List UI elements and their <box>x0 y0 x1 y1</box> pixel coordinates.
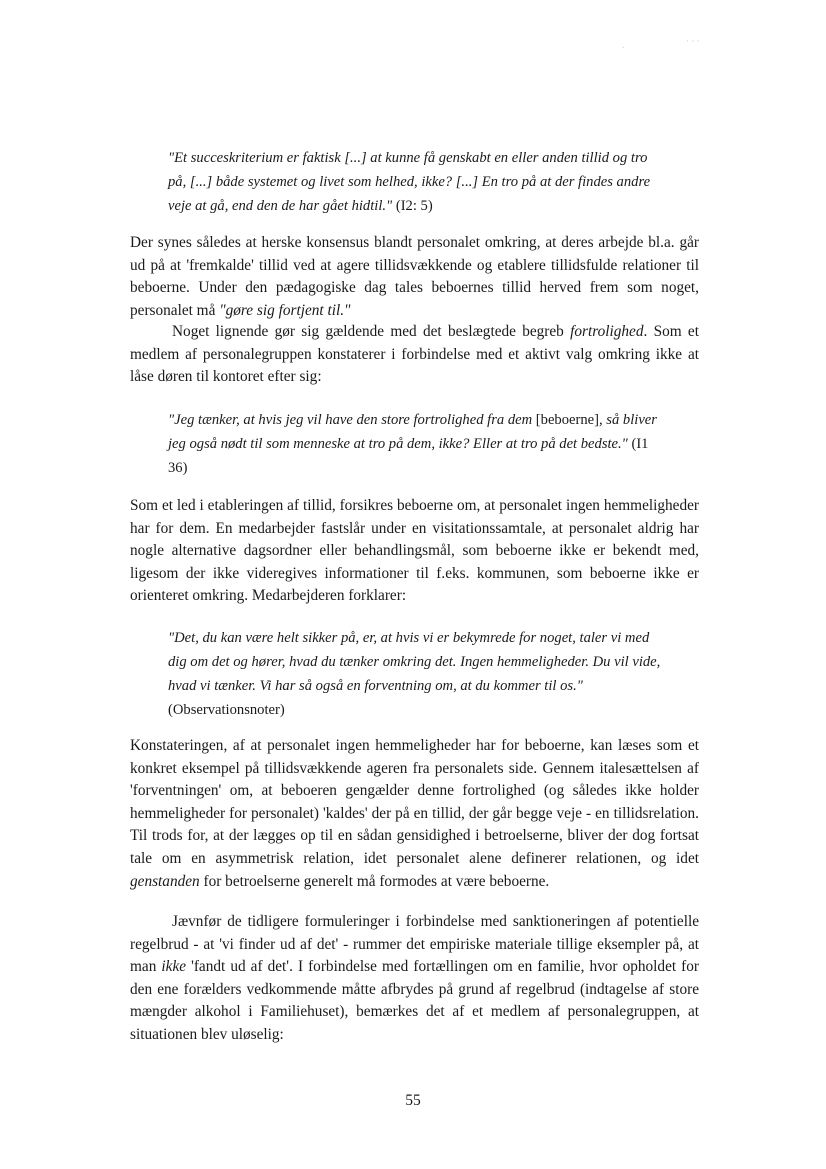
body-paragraph-5 <box>130 911 699 1047</box>
quote-reference: (Observationsnoter) <box>168 702 285 718</box>
page-number: 55 <box>405 1092 421 1109</box>
emphasis-text: genstanden <box>130 872 200 890</box>
body-paragraph-1 <box>130 232 699 322</box>
quote-bracket-insert: [beboerne] <box>535 412 599 428</box>
paragraph-text-continued: . Som et medlem af personalegruppen konstaterer i forbindelse med et aktivt valg omkring ikke at låse døren til kontoret efter sig: <box>130 323 699 386</box>
block-quote-1 <box>168 146 662 218</box>
paragraph-text-continued: 'fandt ud af det'. I forbindelse med fortællingen om en familie, hvor opholdet for den ene forælders vedkommende måtte afbrydes på grund af regelbrud (indtagelse af store mængder alkohol i Familiehuset), bemærkes det af et medlem af personalegruppen, at situationen blev uløselig: <box>130 958 699 1043</box>
quote-reference: (I2: 5) <box>392 198 433 214</box>
body-paragraph-4 <box>130 735 699 893</box>
emphasis-text: fortrolighed <box>570 323 644 340</box>
body-paragraph-3 <box>130 495 699 608</box>
scan-speck: · · · <box>686 36 700 46</box>
paragraph-text: Jævnfør de tidligere formuleringer i forbindelse med sanktioneringen af potentielle regelbrud - at 'vi finder ud af det' - rummer det empiriske materiale tillige eksempler på, at man <box>130 913 699 976</box>
body-paragraph-2 <box>130 321 699 389</box>
paragraph-text: Konstateringen, af at personalet ingen hemmeligheder har for beboerne, kan læses som et konkret eksempel på tillidsvækkende ageren fra personalets side. Gennem italesættelsen af 'forventningen' om, at beboeren gengælder denne fortrolighed (og således ikke holder hemmeligheder for personalet) 'kaldes' der på en tillid, der går begge veje - en tillidsrelation. Til trods for, at der lægges op til en sådan gensidighed i betroelserne, bliver der dog fortsat tale om en asymmetrisk relation, idet personalet alene definerer relationen, og idet <box>130 737 699 867</box>
quote-reference: (I1 36) <box>168 436 649 476</box>
paragraph-text: Der synes således at herske konsensus blandt personalet omkring, at deres arbejde bl.a. går ud på at 'fremkalde' tillid ved at agere tillidsvækkende og etablere tillidsfulde relationer til beboerne. Under den pædagogiske dag tales beboernes tillid herved frem som noget, personalet må <box>130 234 699 319</box>
block-quote-3 <box>168 626 662 722</box>
quote-text: "Det, du kan være helt sikker på, er, at hvis vi er bekymrede for noget, taler vi med dig om det og hører, hvad du tænker omkring det. Ingen hemmeligheder. Du vil vide, hvad vi tænker. Vi har så også en forventning om, at du kommer til os." <box>168 630 661 694</box>
quote-text: "Et succeskriterium er faktisk [...] at kunne få genskabt en eller anden tillid og tro på, [...] både systemet og livet som helhed, ikke? [...] En tro på at der findes andre veje at gå, end den de har gået hidtil." <box>168 150 651 214</box>
block-quote-2 <box>168 408 662 480</box>
paragraph-text: Noget lignende gør sig gældende med det beslægtede begreb <box>172 323 571 340</box>
quote-text-continued: , så bliver jeg også nødt til som menneske at tro på dem, ikke? Eller at tro på det bedste." <box>168 412 657 452</box>
quote-text: "Jeg tænker, at hvis jeg vil have den store fortrolighed fra dem <box>168 412 536 428</box>
emphasis-text: ikke <box>161 958 187 976</box>
scan-speck: . <box>622 40 625 50</box>
paragraph-text-continued: for betroelserne generelt må formodes at være beboerne. <box>199 872 550 890</box>
emphasis-text: "gøre sig fortjent til." <box>219 301 351 319</box>
paragraph-text: Som et led i etableringen af tillid, forsikres beboerne om, at personalet ingen hemmeligheder har for dem. En medarbejder fastslår under en visitationssamtale, at personalet aldrig har nogle alternative dagsordner eller behandlingsmål, som beboerne ikke er bekendt med, ligesom der ikke videregives informationer til f.eks. kommunen, som beboerne ikke er orienteret omkring. Medarbejderen forklarer: <box>130 497 699 605</box>
